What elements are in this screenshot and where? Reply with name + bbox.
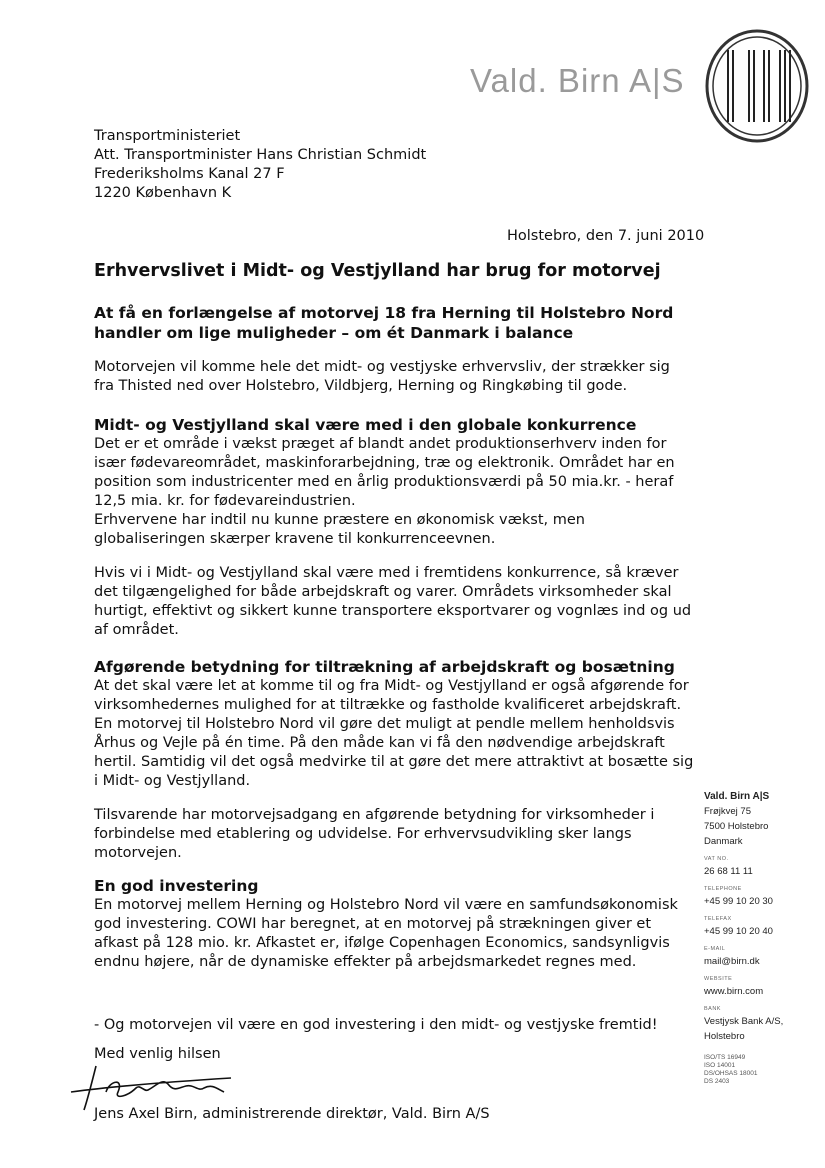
letter-date: Holstebro, den 7. juni 2010 bbox=[507, 228, 705, 244]
sidebar-bank: Vestjysk Bank A/S, bbox=[704, 1016, 784, 1027]
certification-line: ISO/TS 16949 bbox=[704, 1054, 746, 1061]
section-heading-investment: En god investering bbox=[94, 877, 259, 895]
company-info-sidebar bbox=[704, 789, 814, 1086]
section2-paragraph-1: At det skal være let at komme til og fra Midt- og Vestjylland er også afgørende for virksomhedernes mulighed for at tiltrække og fastholde kvalificeret arbejdskraft. En motorvej til Holstebro Nord vil gøre det muligt at pendle mellem henholdsvis Århus og Vejle på én time. På den måde kan vi få den nødvendige arbejdskraft hertil. Samtidig vil det også medvirke til at gøre det mere attraktivt at bosætte sig i Midt- og Vestjylland. bbox=[94, 678, 694, 789]
sidebar-email-label: E-MAIL bbox=[704, 946, 726, 952]
letter-title: Erhvervslivet i Midt- og Vestjylland har brug for motorvej bbox=[94, 261, 661, 281]
sidebar-email: mail@birn.dk bbox=[704, 956, 760, 967]
section-heading-labour: Afgørende betydning for tiltrækning af arbejdskraft og bosætning bbox=[94, 658, 675, 676]
sidebar-city: 7500 Holstebro bbox=[704, 821, 769, 832]
signatory-name: Jens Axel Birn, administrerende direktør, Vald. Birn A/S bbox=[94, 1106, 490, 1122]
certification-line: DS 2403 bbox=[704, 1078, 730, 1085]
certification-line: DS/OHSAS 18001 bbox=[704, 1070, 758, 1077]
sidebar-vat-label: VAT NO. bbox=[704, 856, 729, 862]
sidebar-vat: 26 68 11 11 bbox=[704, 866, 753, 877]
recipient-address bbox=[94, 127, 426, 203]
section1-paragraph-3: Hvis vi i Midt- og Vestjylland skal være med i fremtidens konkurrence, så kræver det tilgængelighed for både arbejdskraft og varer. Områdets virksomheder skal hurtigt, effektivt og sikkert kunne transportere eksportvarer og vognlæs ind og ud af området. bbox=[94, 565, 692, 638]
company-logo-text: Vald. Birn A|S bbox=[470, 62, 685, 99]
section3-paragraph-1: En motorvej mellem Herning og Holstebro Nord vil være en samfundsøkonomisk god investering. COWI har beregnet, at en motorvej på strækningen giver et afkast på 128 mio. kr. Afkastet er, ifølge Copenhagen Economics, sandsynligvis endnu højere, når de dynamiske effekter på arbejdsmarkedet regnes med. bbox=[94, 897, 678, 970]
sidebar-website: www.birn.com bbox=[704, 986, 764, 997]
sidebar-certifications bbox=[704, 1054, 814, 1086]
letter-subtitle: At få en forlængelse af motorvej 18 fra Herning til Holstebro Nord handler om lige muligheder – om ét Danmark i balance bbox=[94, 304, 674, 342]
recipient-line: 1220 København K bbox=[94, 185, 232, 201]
sidebar-bank-city: Holstebro bbox=[704, 1031, 745, 1042]
sidebar-bank-label: BANK bbox=[704, 1006, 721, 1012]
greeting: Med venlig hilsen bbox=[94, 1046, 221, 1062]
section1-paragraph-2: Erhvervene har indtil nu kunne præstere en økonomisk vækst, men globaliseringen skærper kravene til konkurrenceevnen. bbox=[94, 512, 585, 547]
sidebar-phone-label: TELEPHONE bbox=[704, 886, 742, 892]
section-heading-competition: Midt- og Vestjylland skal være med i den globale konkurrence bbox=[94, 416, 637, 434]
sidebar-website-label: WEBSITE bbox=[704, 976, 733, 982]
recipient-line: Frederiksholms Kanal 27 F bbox=[94, 166, 285, 182]
sidebar-street: Frøjkvej 75 bbox=[704, 806, 751, 817]
recipient-line: Transportministeriet bbox=[94, 128, 241, 144]
sidebar-fax-label: TELEFAX bbox=[704, 916, 732, 922]
section2-paragraph-2: Tilsvarende har motorvejsadgang en afgørende betydning for virksomheder i forbindelse med etablering og udvidelse. For erhvervsudvikling sker langs motorvejen. bbox=[94, 807, 655, 861]
section1-paragraph-1: Det er et område i vækst præget af blandt andet produktionserhverv inden for især fødevareområdet, maskinforarbejdning, træ og elektronik. Området har en position som industricenter med en årlig produktionsværdi på 50 mia.kr. - heraf 12,5 mia. kr. for fødevareindustrien. bbox=[94, 436, 675, 509]
sidebar-country: Danmark bbox=[704, 836, 743, 847]
sidebar-fax: +45 99 10 20 40 bbox=[704, 926, 773, 937]
intro-paragraph: Motorvejen vil komme hele det midt- og vestjyske erhvervsliv, der strækker sig fra Thisted ned over Holstebro, Vildbjerg, Herning og Ringkøbing til gode. bbox=[94, 359, 670, 394]
recipient-line: Att. Transportminister Hans Christian Schmidt bbox=[94, 147, 427, 163]
company-seal-logo bbox=[704, 28, 810, 144]
sidebar-company: Vald. Birn A|S bbox=[704, 791, 770, 802]
sidebar-phone: +45 99 10 20 30 bbox=[704, 896, 773, 907]
certification-line: ISO 14001 bbox=[704, 1062, 736, 1069]
closing-quote: - Og motorvejen vil være en god investering i den midt- og vestjyske fremtid! bbox=[94, 1017, 658, 1033]
